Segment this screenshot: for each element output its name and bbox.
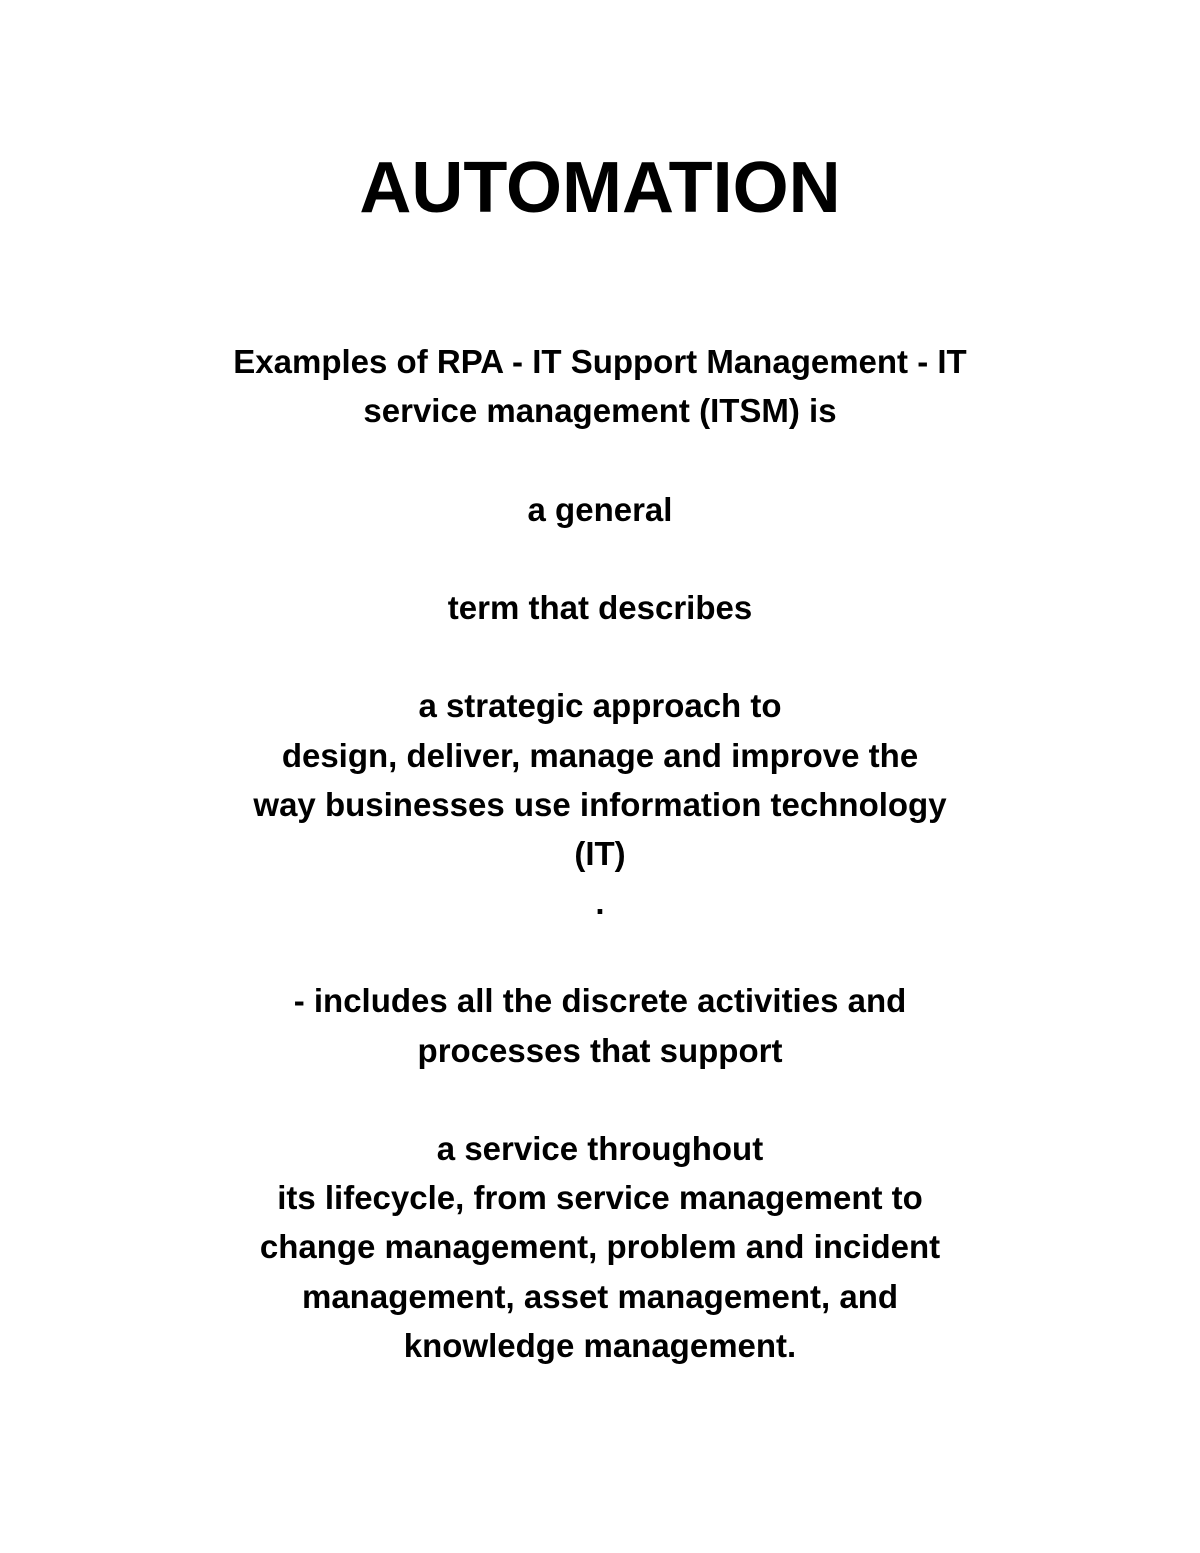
text-line: (IT) — [574, 834, 626, 872]
blank-line — [0, 1075, 1200, 1124]
text-line: Examples of RPA - IT Support Management - IT — [233, 343, 967, 380]
text-line: a service throughout — [436, 1130, 764, 1167]
text-line: a strategic approach to — [418, 687, 782, 725]
text-line: way businesses use information technology — [253, 785, 947, 823]
text-line: . — [595, 884, 605, 922]
text-line: knowledge management. — [403, 1326, 797, 1364]
text-line: service management (ITSM) is — [363, 392, 837, 430]
blank-line — [0, 534, 1200, 583]
text-line: processes that support — [417, 1031, 783, 1069]
blank-line — [0, 435, 1200, 484]
text-line: its lifecycle, from service management to — [277, 1179, 923, 1217]
body-text — [0, 337, 1200, 1370]
text-line: change management, problem and incident — [259, 1228, 941, 1266]
text-line: management, asset management, and — [301, 1277, 899, 1315]
text-line: a general — [527, 490, 673, 528]
text-line: design, deliver, manage and improve the — [281, 736, 919, 774]
text-line: term that describes — [447, 588, 753, 626]
blank-line — [0, 927, 1200, 976]
blank-line — [0, 632, 1200, 681]
text-line: - includes all the discrete activities and — [293, 982, 907, 1020]
page-title: AUTOMATION — [359, 148, 841, 228]
